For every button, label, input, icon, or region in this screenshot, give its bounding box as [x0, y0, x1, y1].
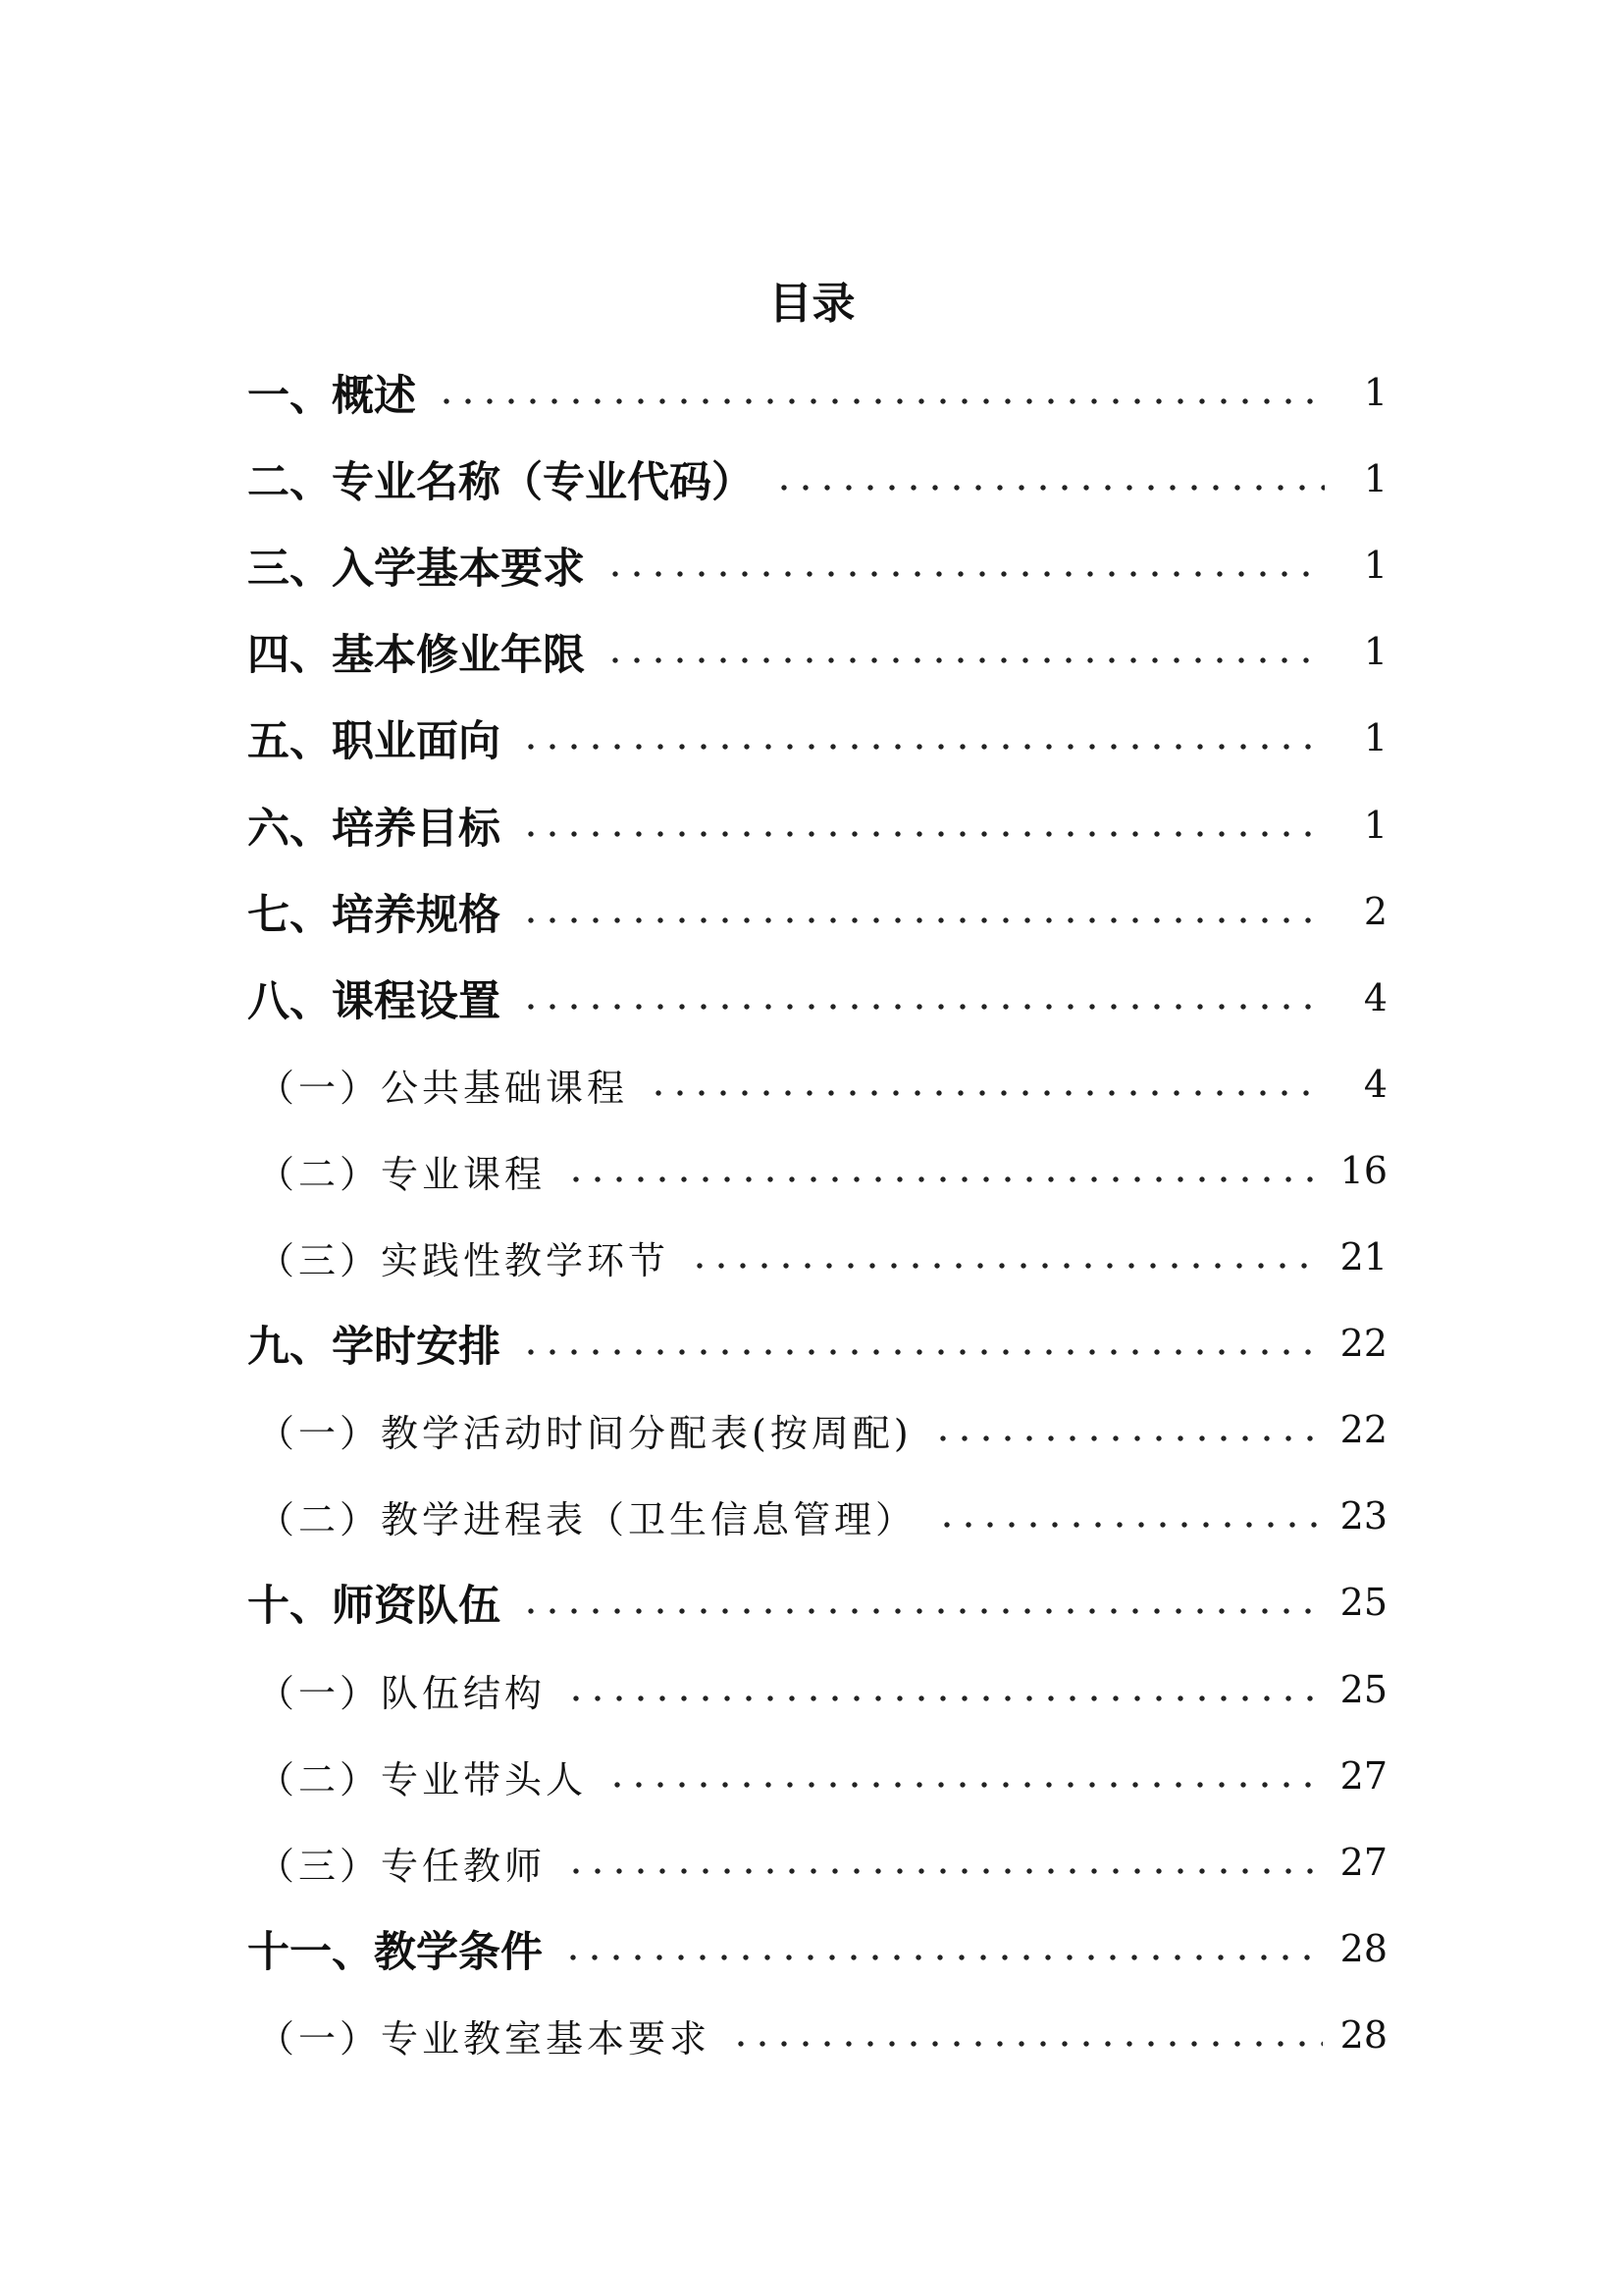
toc-entry-label: 九、学时安排	[247, 1322, 500, 1372]
toc-entry-label: （三）实践性教学环节	[257, 1238, 670, 1282]
toc-entry[interactable]	[247, 361, 1388, 424]
dot-leader	[436, 395, 1325, 407]
toc-entry[interactable]	[247, 534, 1388, 597]
toc-entry-label: （二）教学进程表（卫生信息管理）	[257, 1497, 917, 1541]
toc-entry-label: 二、专业名称（专业代码）	[247, 457, 754, 507]
dot-leader	[520, 1001, 1325, 1013]
toc-entry-page-number: 1	[1363, 371, 1388, 414]
dot-leader	[520, 828, 1325, 840]
dot-leader	[565, 1693, 1323, 1704]
toc-entry-label: 三、入学基本要求	[247, 544, 585, 594]
dot-leader	[520, 914, 1325, 926]
toc-entry-label: （二）专业带头人	[257, 1757, 588, 1801]
toc-entry-label: 六、培养目标	[247, 804, 500, 854]
toc-entry-page-number: 25	[1339, 1668, 1388, 1711]
dot-leader	[648, 1087, 1325, 1099]
dot-leader	[520, 1346, 1323, 1358]
toc-entry-label: 十、师资队伍	[247, 1581, 500, 1631]
toc-entry-page-number: 2	[1363, 890, 1388, 933]
toc-entry-page-number: 25	[1339, 1581, 1388, 1624]
dot-leader	[689, 1260, 1323, 1272]
toc-entry-page-number: 16	[1339, 1149, 1388, 1192]
toc-entry-page-number: 1	[1363, 544, 1388, 587]
dot-leader	[932, 1433, 1323, 1444]
toc-entry-page-number: 28	[1339, 1927, 1388, 1970]
toc-entry-page-number: 1	[1363, 457, 1388, 500]
toc-entry[interactable]	[247, 706, 1388, 769]
toc-entry[interactable]	[257, 2004, 1388, 2066]
dot-leader	[773, 482, 1325, 494]
toc-entry[interactable]	[257, 1831, 1388, 1894]
toc-entry[interactable]	[257, 1485, 1388, 1547]
toc-entry-page-number: 21	[1339, 1235, 1388, 1278]
toc-entry-page-number: 1	[1363, 630, 1388, 673]
toc-entry-page-number: 22	[1339, 1322, 1388, 1365]
toc-entry-label: （一）教学活动时间分配表(按周配)	[257, 1411, 913, 1455]
toc-entry[interactable]	[247, 966, 1388, 1029]
dot-leader	[604, 568, 1325, 580]
toc-entry-label: 四、基本修业年限	[247, 630, 585, 680]
toc-entry-label: 十一、教学条件	[247, 1927, 543, 1977]
toc-entry-page-number: 27	[1339, 1754, 1388, 1798]
dot-leader	[604, 654, 1325, 666]
toc-title: 目录	[768, 279, 856, 329]
toc-entry[interactable]	[247, 880, 1388, 943]
dot-leader	[936, 1519, 1323, 1531]
toc-entry[interactable]	[257, 1745, 1388, 1807]
toc-entry-page-number: 4	[1363, 1063, 1388, 1106]
toc-entry[interactable]	[247, 620, 1388, 683]
toc-entry-page-number: 28	[1339, 2013, 1388, 2057]
toc-entry[interactable]	[247, 794, 1388, 857]
toc-entry[interactable]	[247, 1571, 1388, 1634]
toc-entry-page-number: 22	[1339, 1408, 1388, 1451]
dot-leader	[520, 741, 1325, 753]
toc-entry-label: （三）专任教师	[257, 1844, 547, 1888]
toc-entry-page-number: 27	[1339, 1841, 1388, 1884]
toc-entry-label: 五、职业面向	[247, 716, 500, 766]
toc-entry-label: （二）专业课程	[257, 1152, 547, 1196]
toc-entry[interactable]	[257, 1226, 1388, 1288]
toc-entry[interactable]	[257, 1139, 1388, 1202]
dot-leader	[520, 1605, 1323, 1617]
toc-entry-label: （一）专业教室基本要求	[257, 2016, 711, 2060]
dot-leader	[730, 2038, 1323, 2050]
toc-entry-page-number: 23	[1339, 1494, 1388, 1538]
toc-entry-page-number: 1	[1363, 716, 1388, 759]
toc-entry[interactable]	[257, 1053, 1388, 1116]
toc-entry[interactable]	[247, 447, 1388, 510]
dot-leader	[565, 1865, 1323, 1877]
toc-entry-page-number: 1	[1363, 804, 1388, 847]
toc-entry[interactable]	[247, 1917, 1388, 1980]
dot-leader	[562, 1952, 1323, 1963]
toc-entry-page-number: 4	[1363, 976, 1388, 1019]
toc-entry[interactable]	[257, 1398, 1388, 1461]
toc-entry[interactable]	[247, 1312, 1388, 1375]
toc-entry-label: 八、课程设置	[247, 976, 500, 1026]
toc-entry-label: 一、概述	[247, 371, 416, 421]
toc-entry-label: （一）公共基础课程	[257, 1066, 629, 1110]
dot-leader	[565, 1174, 1323, 1185]
toc-entry-label: （一）队伍结构	[257, 1671, 547, 1715]
toc-entry[interactable]	[257, 1658, 1388, 1721]
dot-leader	[606, 1779, 1323, 1791]
toc-entry-label: 七、培养规格	[247, 890, 500, 940]
